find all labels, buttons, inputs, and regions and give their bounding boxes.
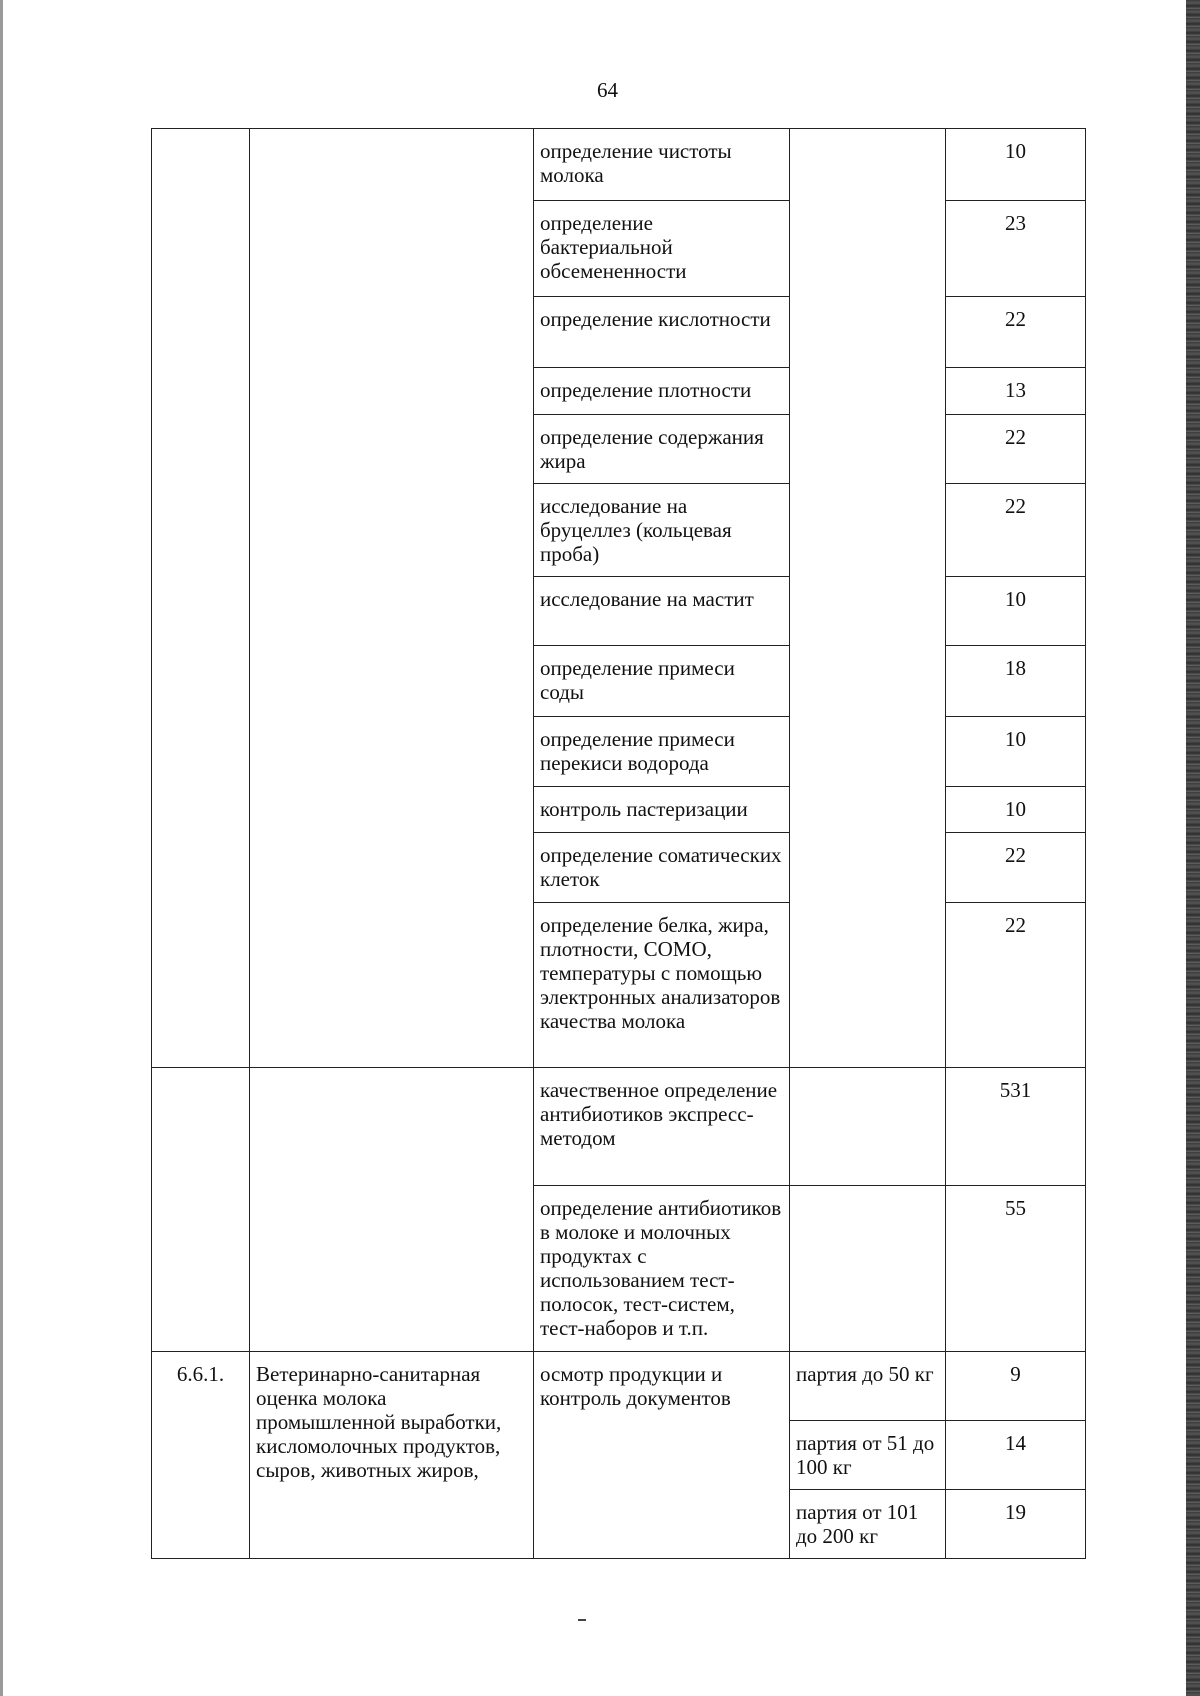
price-cell: 22 bbox=[946, 903, 1086, 1068]
table-row bbox=[152, 1068, 1086, 1186]
scan-edge-right bbox=[1186, 0, 1200, 1696]
service-cell: определение антибиотиков в молоке и молочных продуктах с использованием тест-полосок, тест-систем, тест-наборов и т.п. bbox=[534, 1186, 790, 1352]
price-cell: 22 bbox=[946, 297, 1086, 368]
table-row bbox=[152, 1352, 1086, 1421]
price-cell: 10 bbox=[946, 717, 1086, 787]
unit-cell bbox=[790, 129, 946, 1068]
service-cell: осмотр продукции и контроль документов bbox=[534, 1352, 790, 1559]
service-cell: качественное определение антибиотиков экспресс-методом bbox=[534, 1068, 790, 1186]
service-cell: определение бактериальной обсемененности bbox=[534, 201, 790, 297]
service-cell: контроль пастеризации bbox=[534, 787, 790, 833]
service-cell: исследование на мастит bbox=[534, 577, 790, 646]
service-cell: определение плотности bbox=[534, 368, 790, 415]
unit-cell: партия от 101 до 200 кг bbox=[790, 1490, 946, 1559]
price-cell: 13 bbox=[946, 368, 1086, 415]
fee-table bbox=[151, 128, 1086, 1559]
service-cell: определение содержания жира bbox=[534, 415, 790, 484]
service-cell: определение примеси перекиси водорода bbox=[534, 717, 790, 787]
number-cell bbox=[152, 129, 250, 1068]
price-cell: 10 bbox=[946, 577, 1086, 646]
price-cell: 55 bbox=[946, 1186, 1086, 1352]
price-cell: 10 bbox=[946, 787, 1086, 833]
unit-cell bbox=[790, 1068, 946, 1186]
scan-dash-mark bbox=[578, 1619, 586, 1621]
name-cell: Ветеринарно-санитарная оценка молока промышленной выработки, кисломолочных продуктов, сыров, животных жиров, bbox=[250, 1352, 534, 1559]
number-cell: 6.6.1. bbox=[152, 1352, 250, 1559]
service-cell: определение белка, жира, плотности, СОМО, температуры с помощью электронных анализаторов качества молока bbox=[534, 903, 790, 1068]
price-cell: 9 bbox=[946, 1352, 1086, 1421]
price-cell: 22 bbox=[946, 484, 1086, 577]
name-cell bbox=[250, 1068, 534, 1352]
name-cell bbox=[250, 129, 534, 1068]
page-number: 64 bbox=[597, 78, 618, 102]
unit-cell bbox=[790, 1186, 946, 1352]
service-cell: определение соматических клеток bbox=[534, 833, 790, 903]
price-cell: 19 bbox=[946, 1490, 1086, 1559]
service-cell: определение примеси соды bbox=[534, 646, 790, 717]
price-cell: 22 bbox=[946, 833, 1086, 903]
unit-cell: партия до 50 кг bbox=[790, 1352, 946, 1421]
service-cell: определение чистоты молока bbox=[534, 129, 790, 201]
number-cell bbox=[152, 1068, 250, 1352]
price-cell: 531 bbox=[946, 1068, 1086, 1186]
price-cell: 10 bbox=[946, 129, 1086, 201]
unit-cell: партия от 51 до 100 кг bbox=[790, 1421, 946, 1490]
scan-edge-left bbox=[0, 0, 3, 1696]
service-cell: исследование на бруцеллез (кольцевая проба) bbox=[534, 484, 790, 577]
table-row bbox=[152, 129, 1086, 201]
service-cell: определение кислотности bbox=[534, 297, 790, 368]
price-cell: 23 bbox=[946, 201, 1086, 297]
price-cell: 14 bbox=[946, 1421, 1086, 1490]
price-cell: 22 bbox=[946, 415, 1086, 484]
price-cell: 18 bbox=[946, 646, 1086, 717]
